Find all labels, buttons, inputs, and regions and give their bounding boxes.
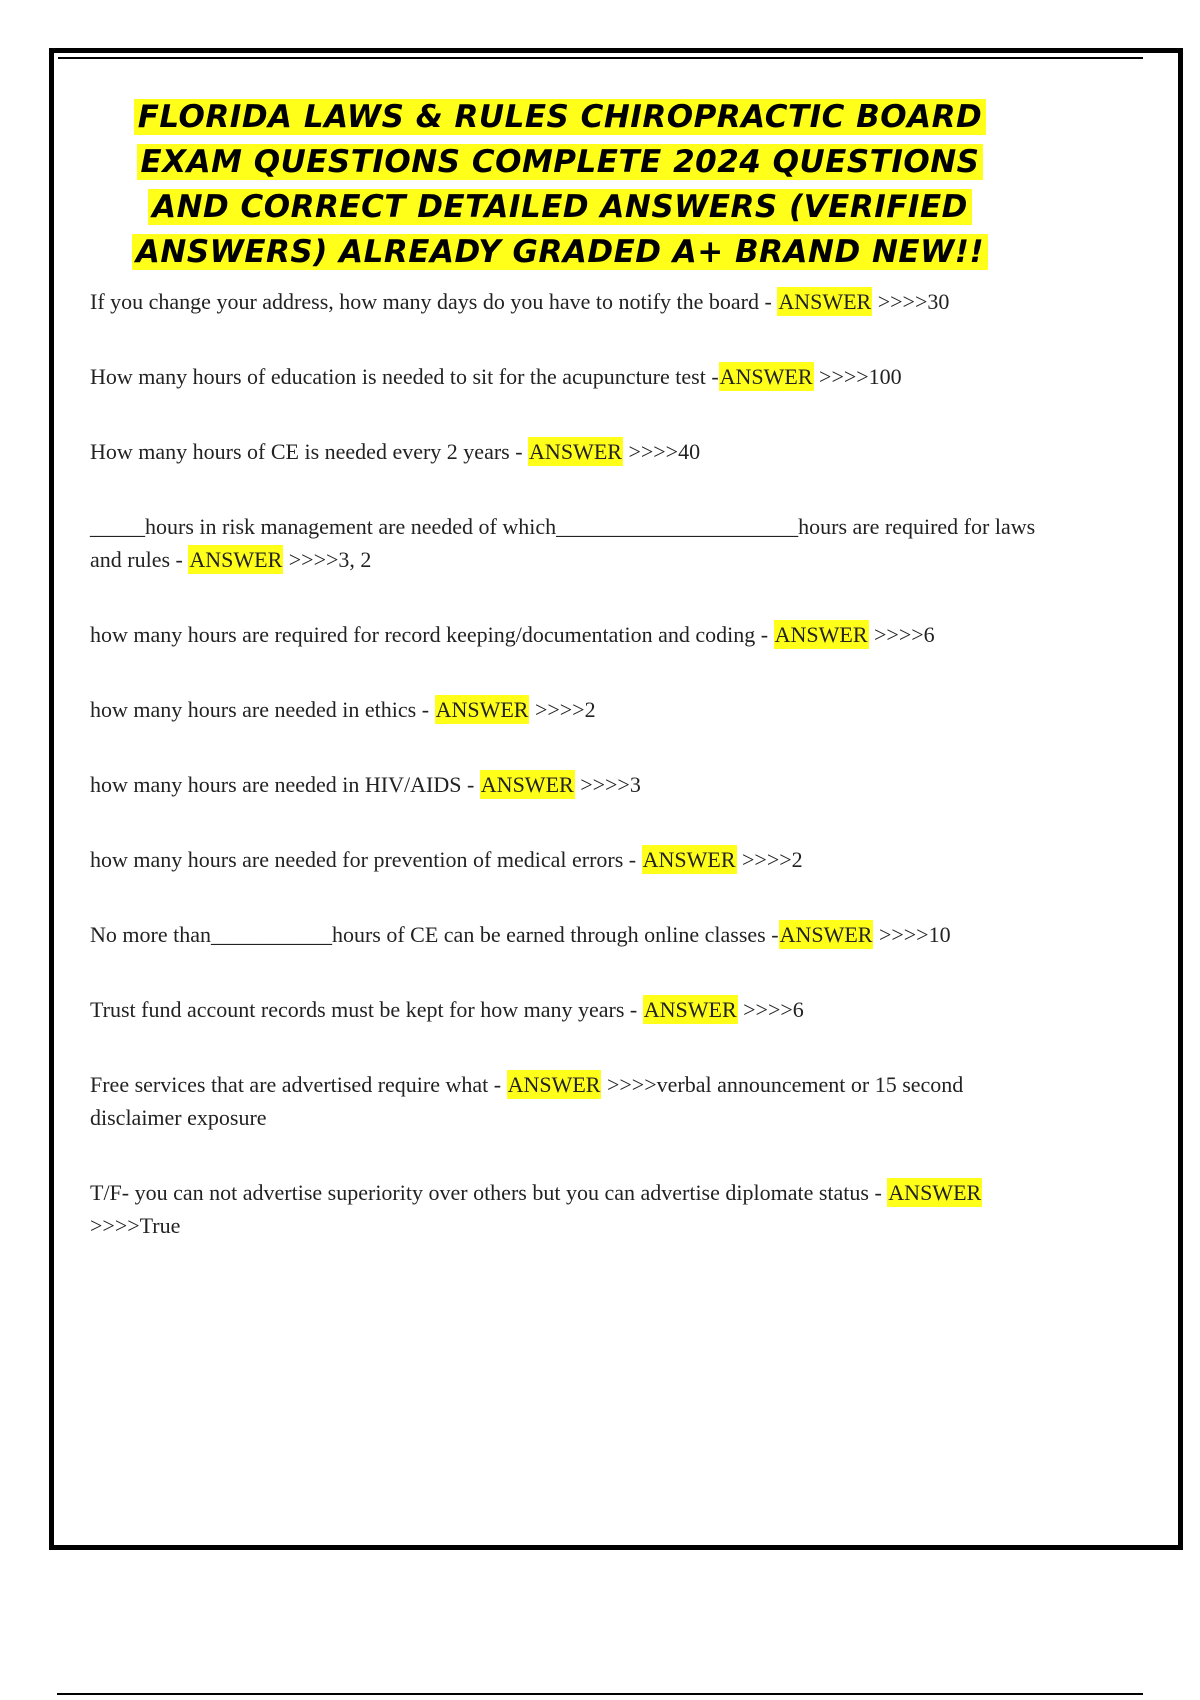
answer-label: ANSWER	[642, 847, 736, 872]
question-text: No more than___________hours of CE can be earned through online classes -	[90, 922, 779, 947]
question-text: how many hours are required for record keeping/documentation and coding -	[90, 622, 774, 647]
document-title	[60, 95, 1060, 275]
qa-item	[90, 693, 1050, 726]
answer-text: >>>>6	[868, 622, 935, 647]
answer-label: ANSWER	[189, 547, 283, 572]
answer-label: ANSWER	[435, 697, 529, 722]
answer-text: >>>>6	[737, 997, 804, 1022]
question-text: how many hours are needed in ethics -	[90, 697, 435, 722]
answer-label: ANSWER	[719, 364, 813, 389]
qa-item	[90, 618, 1050, 651]
answer-label: ANSWER	[778, 289, 872, 314]
answer-label: ANSWER	[779, 922, 873, 947]
top-rule	[58, 57, 1143, 59]
qa-item	[90, 285, 1050, 318]
title-line: ANSWERS) ALREADY GRADED A+ BRAND NEW!!	[60, 230, 1060, 275]
qa-item	[90, 1068, 1050, 1134]
question-text: Trust fund account records must be kept for how many years -	[90, 997, 643, 1022]
qa-item	[90, 843, 1050, 876]
qa-item	[90, 435, 1050, 468]
question-text: If you change your address, how many days do you have to notify the board -	[90, 289, 778, 314]
question-text: Free services that are advertised require what -	[90, 1072, 507, 1097]
answer-text: >>>>3, 2	[283, 547, 372, 572]
question-text: How many hours of CE is needed every 2 years -	[90, 439, 529, 464]
question-text: How many hours of education is needed to sit for the acupuncture test -	[90, 364, 719, 389]
answer-label: ANSWER	[480, 772, 574, 797]
answer-label: ANSWER	[774, 622, 868, 647]
answer-text: >>>>2	[529, 697, 596, 722]
qa-item	[90, 918, 1050, 951]
qa-list	[90, 285, 1050, 1284]
answer-text: >>>>verbal announcement or 15 second disclaimer exposure	[90, 1072, 964, 1130]
answer-text: >>>>30	[872, 289, 950, 314]
qa-item	[90, 510, 1050, 576]
answer-label: ANSWER	[507, 1072, 601, 1097]
title-line: EXAM QUESTIONS COMPLETE 2024 QUESTIONS	[60, 140, 1060, 185]
question-text: _____hours in risk management are needed of which______________________hours are required for laws and rules -	[90, 514, 1036, 572]
title-line: AND CORRECT DETAILED ANSWERS (VERIFIED	[60, 185, 1060, 230]
question-text: T/F- you can not advertise superiority over others but you can advertise diplomate status -	[90, 1180, 888, 1205]
answer-label: ANSWER	[529, 439, 622, 464]
answer-text: >>>>3	[574, 772, 641, 797]
answer-text: >>>>10	[873, 922, 951, 947]
answer-text: >>>>40	[622, 439, 701, 464]
answer-label: ANSWER	[643, 997, 737, 1022]
title-line: FLORIDA LAWS & RULES CHIROPRACTIC BOARD	[60, 95, 1060, 140]
qa-item	[90, 1176, 1050, 1242]
bottom-rule	[57, 1693, 1143, 1695]
answer-text: >>>>True	[90, 1213, 181, 1238]
question-text: how many hours are needed in HIV/AIDS -	[90, 772, 480, 797]
answer-label: ANSWER	[888, 1180, 982, 1205]
answer-text: >>>>100	[813, 364, 902, 389]
qa-item	[90, 993, 1050, 1026]
qa-item	[90, 360, 1050, 393]
question-text: how many hours are needed for prevention of medical errors -	[90, 847, 642, 872]
qa-item	[90, 768, 1050, 801]
answer-text: >>>>2	[736, 847, 803, 872]
